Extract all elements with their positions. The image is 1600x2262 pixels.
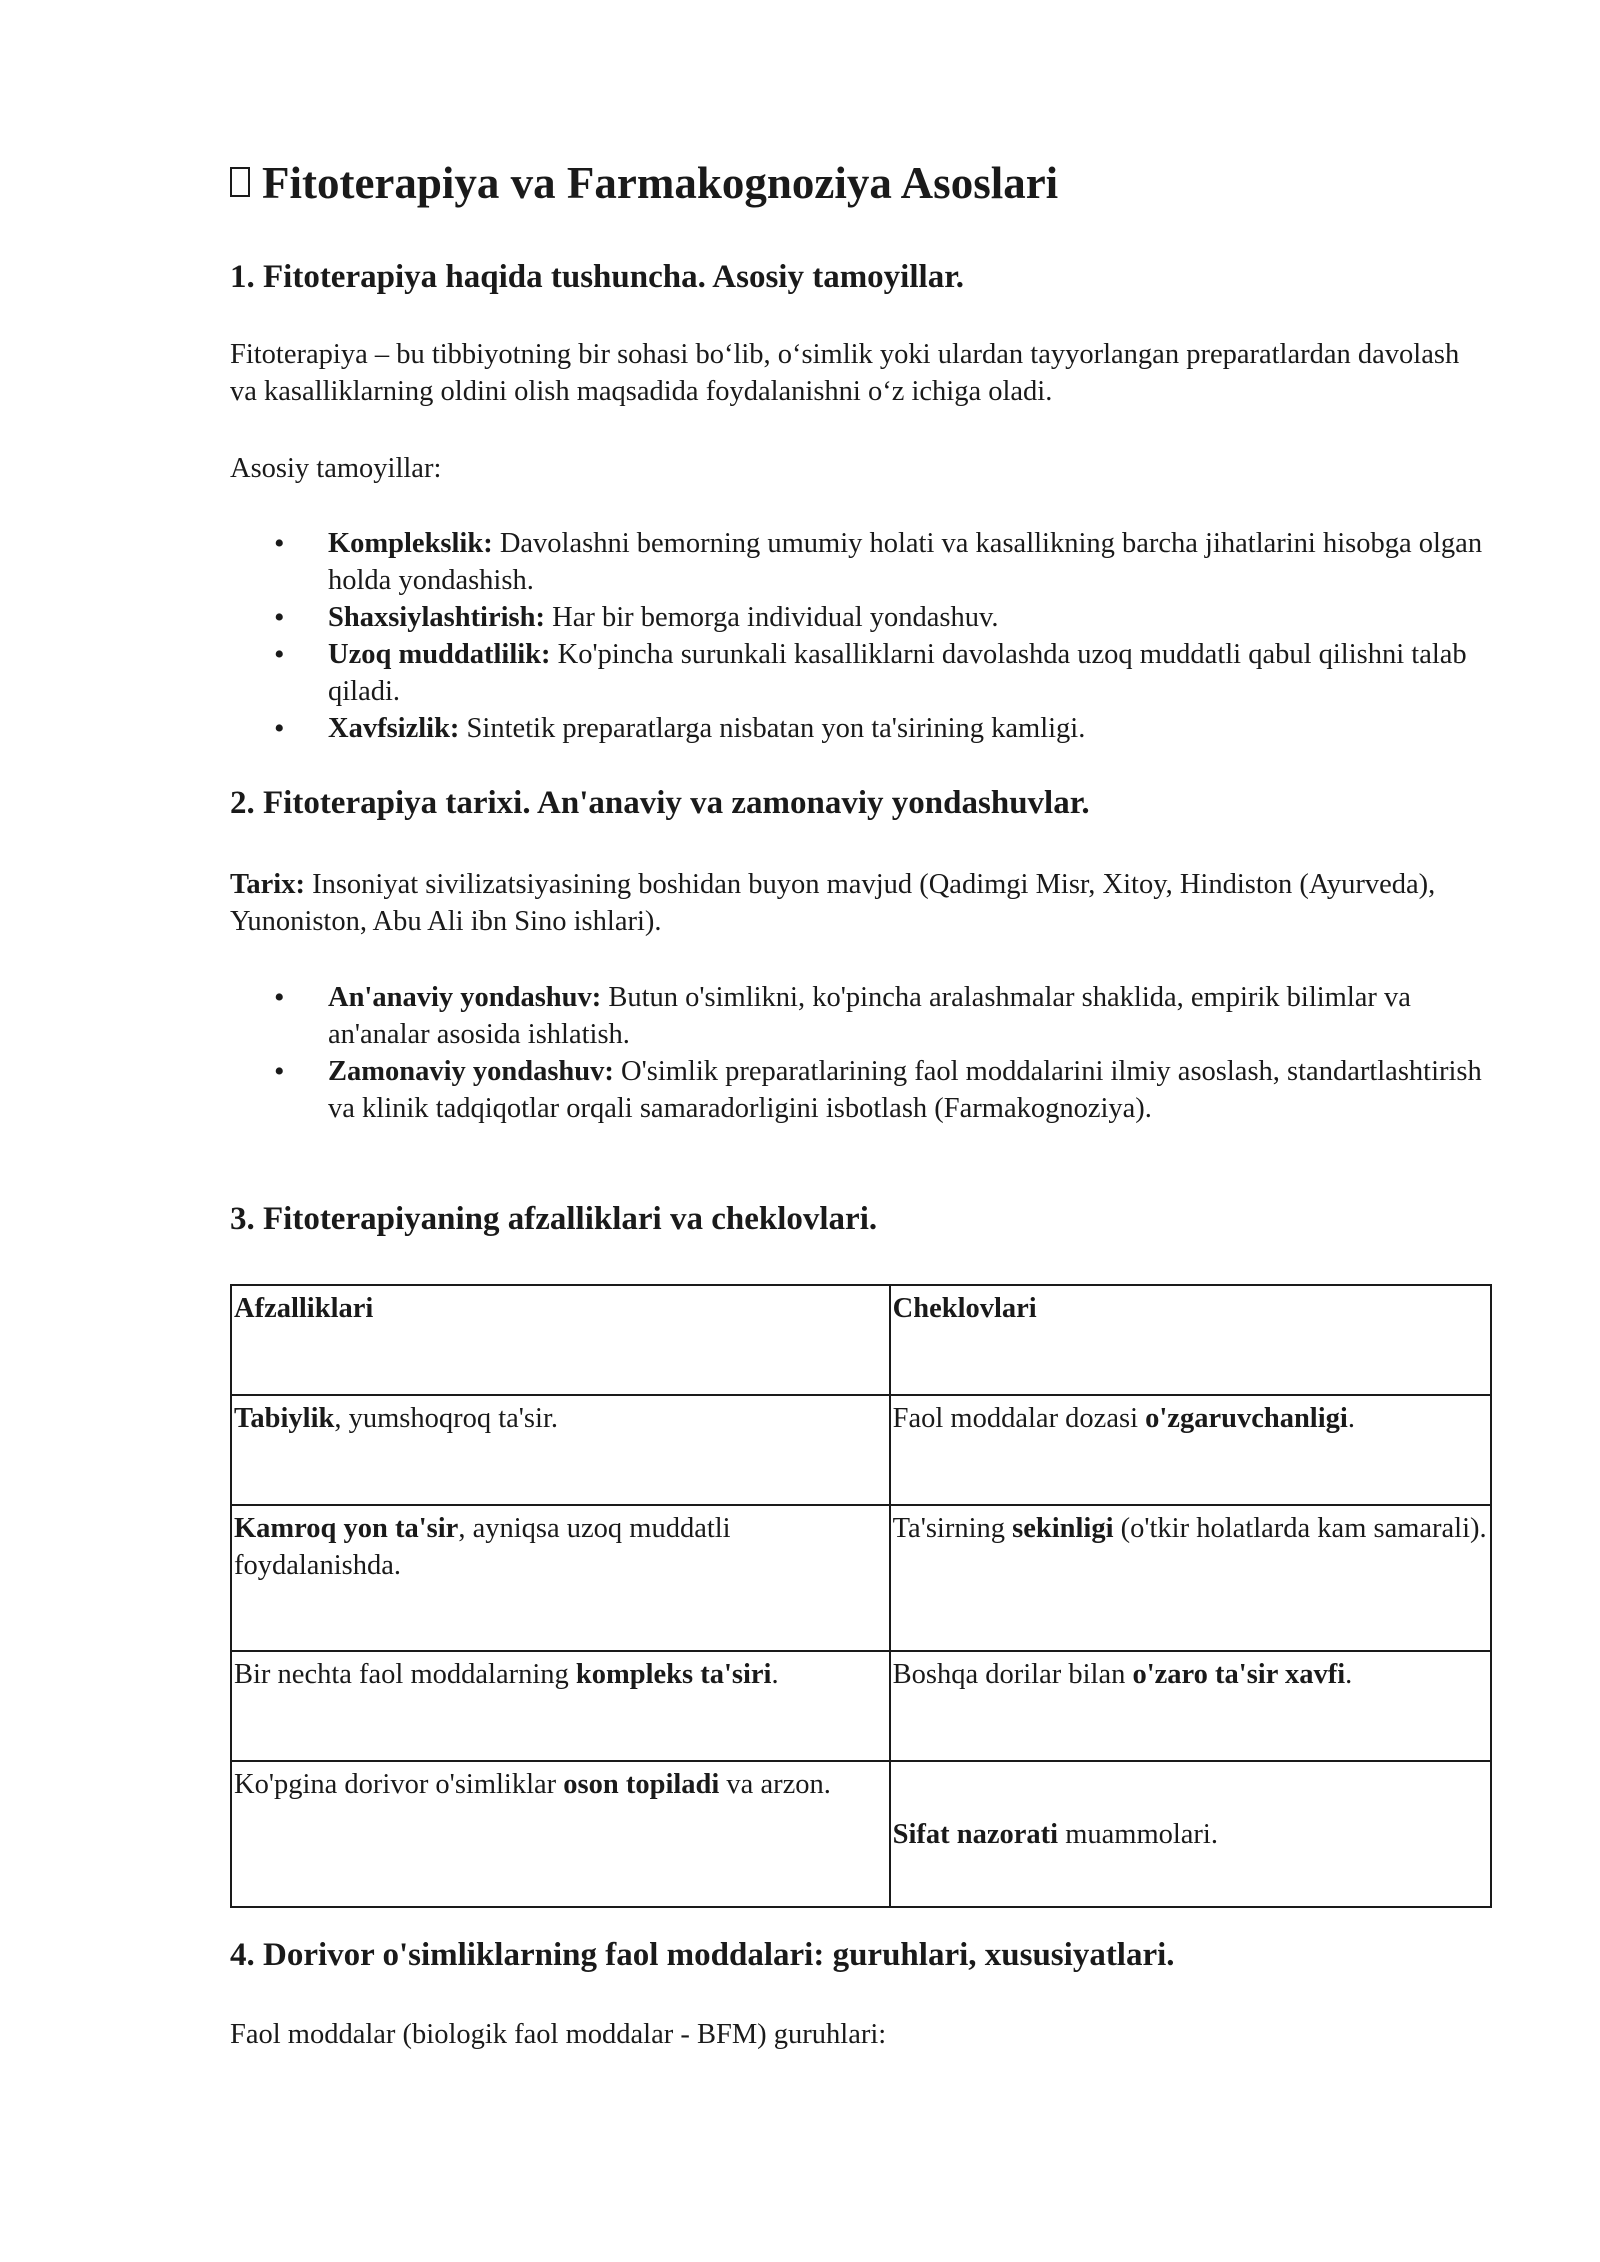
table-cell bbox=[890, 1761, 1491, 1907]
document-title-text: Fitoterapiya va Farmakognoziya Asoslari bbox=[262, 158, 1059, 208]
table-row bbox=[231, 1395, 1491, 1505]
list-item-text: Davolashni bemorning umumiy holati va kasallikning barcha jihatlarini hisobga olgan holda yondashish. bbox=[328, 528, 1483, 596]
section-4-heading: 4. Dorivor o'simliklarning faol moddalari: guruhlari, xususiyatlari. bbox=[230, 1937, 1175, 1973]
table-row bbox=[231, 1651, 1491, 1761]
header-advantages: Afzalliklari bbox=[234, 1293, 374, 1324]
list-item-text: Sintetik preparatlarga nisbatan yon ta'sirining kamligi. bbox=[459, 713, 1086, 744]
list-item-text: O'simlik preparatlarining faol moddalarini ilmiy asoslash, standartlashtirish va klinik tadqiqotlar orqali samaradorligini isbotlash (Farmakognoziya). bbox=[328, 1056, 1482, 1124]
table-cell bbox=[231, 1651, 890, 1761]
cell-bold-text: o'zaro ta'sir xavfi bbox=[1132, 1659, 1346, 1690]
cell-bold-text: o'zgaruvchanligi bbox=[1145, 1403, 1348, 1434]
section-4-intro: Faol moddalar (biologik faol moddalar - BFM) guruhlari: bbox=[230, 2019, 887, 2050]
cell-bold-text: Sifat nazorati bbox=[892, 1818, 1059, 1850]
cell-bold-text: kompleks ta'siri bbox=[575, 1659, 772, 1690]
table-cell bbox=[890, 1505, 1491, 1651]
cell-text: (o'tkir holatlarda kam samarali). bbox=[1113, 1513, 1487, 1544]
cell-text: Ta'sirning bbox=[892, 1513, 1013, 1544]
table-cell bbox=[231, 1505, 890, 1651]
table-cell bbox=[890, 1395, 1491, 1505]
cell-text: Faol moddalar dozasi bbox=[892, 1403, 1146, 1434]
table-row bbox=[231, 1505, 1491, 1651]
list-item-term: Komplekslik: bbox=[328, 528, 493, 559]
cell-text: , yumshoqroq ta'sir. bbox=[334, 1403, 558, 1434]
cell-text: , ayniqsa uzoq muddatli foydalanishda. bbox=[234, 1513, 731, 1581]
cell-bold-text: oson topiladi bbox=[563, 1769, 720, 1800]
history-term: Tarix: bbox=[230, 869, 305, 900]
table-cell bbox=[231, 1395, 890, 1505]
list-item bbox=[230, 599, 1490, 636]
table-row bbox=[231, 1761, 1491, 1907]
list-item bbox=[230, 979, 1490, 1053]
list-item-text: Har bir bemorga individual yondashuv. bbox=[544, 602, 999, 633]
approaches-list bbox=[230, 979, 1490, 1127]
list-item-term: Zamonaviy yondashuv: bbox=[328, 1056, 614, 1087]
list-item bbox=[230, 525, 1490, 599]
list-item-term: An'anaviy yondashuv: bbox=[328, 982, 602, 1013]
cell-text: Ko'pgina dorivor o'simliklar bbox=[234, 1769, 564, 1800]
list-item-term: Uzoq muddatlilik: bbox=[328, 639, 551, 670]
table-header-row bbox=[231, 1285, 1491, 1395]
cell-text: . bbox=[771, 1659, 779, 1690]
list-item-text: Ko'pincha surunkali kasalliklarni davolashda uzoq muddatli qabul qilishni talab qiladi. bbox=[328, 639, 1467, 707]
cell-text: . bbox=[1345, 1659, 1353, 1690]
document-title bbox=[230, 158, 1058, 210]
history-paragraph bbox=[230, 866, 1490, 940]
history-text: Insoniyat sivilizatsiyasining boshidan buyon mavjud (Qadimgi Misr, Xitoy, Hindiston (Ayurveda), Yunoniston, Abu Ali ibn Sino ishlari). bbox=[230, 869, 1436, 937]
missing-glyph-icon bbox=[230, 167, 250, 197]
header-limitations: Cheklovlari bbox=[892, 1293, 1037, 1324]
cell-bold-text: Kamroq yon ta'sir bbox=[234, 1513, 459, 1544]
table-cell bbox=[231, 1761, 890, 1907]
list-item-text: Butun o'simlikni, ko'pincha aralashmalar shaklida, empirik bilimlar va an'analar asosida ishlatish. bbox=[328, 982, 1411, 1050]
list-item-term: Xavfsizlik: bbox=[328, 713, 460, 744]
list-item bbox=[230, 710, 1490, 747]
section-1-intro: Fitoterapiya – bu tibbiyotning bir sohasi bo‘lib, o‘simlik yoki ulardan tayyorlangan preparatlardan davolash va kasalliklarning oldini olish maqsadida foydalanishni o‘z ichiga oladi. bbox=[230, 339, 1460, 407]
cell-text: va arzon. bbox=[719, 1769, 831, 1800]
list-item-term: Shaxsiylashtirish: bbox=[328, 602, 545, 633]
table-header-cell bbox=[231, 1285, 890, 1395]
list-item bbox=[230, 1053, 1490, 1127]
section-3-heading: 3. Fitoterapiyaning afzalliklari va cheklovlari. bbox=[230, 1201, 878, 1237]
cell-text: Boshqa dorilar bilan bbox=[892, 1659, 1133, 1690]
cell-bold-text: Tabiylik bbox=[234, 1403, 335, 1434]
table-header-cell bbox=[890, 1285, 1491, 1395]
table-cell bbox=[890, 1651, 1491, 1761]
cell-bold-text: sekinligi bbox=[1012, 1513, 1114, 1544]
principles-list bbox=[230, 525, 1490, 747]
cell-text: . bbox=[1347, 1403, 1355, 1434]
cell-text: muammolari. bbox=[1058, 1818, 1218, 1850]
list-item bbox=[230, 636, 1490, 710]
advantages-limitations-table bbox=[230, 1284, 1492, 1908]
cell-text: Bir nechta faol moddalarning bbox=[234, 1659, 576, 1690]
section-2-heading: 2. Fitoterapiya tarixi. An'anaviy va zamonaviy yondashuvlar. bbox=[230, 785, 1090, 821]
section-1-heading: 1. Fitoterapiya haqida tushuncha. Asosiy tamoyillar. bbox=[230, 259, 965, 295]
principles-label: Asosiy tamoyillar: bbox=[230, 453, 442, 484]
